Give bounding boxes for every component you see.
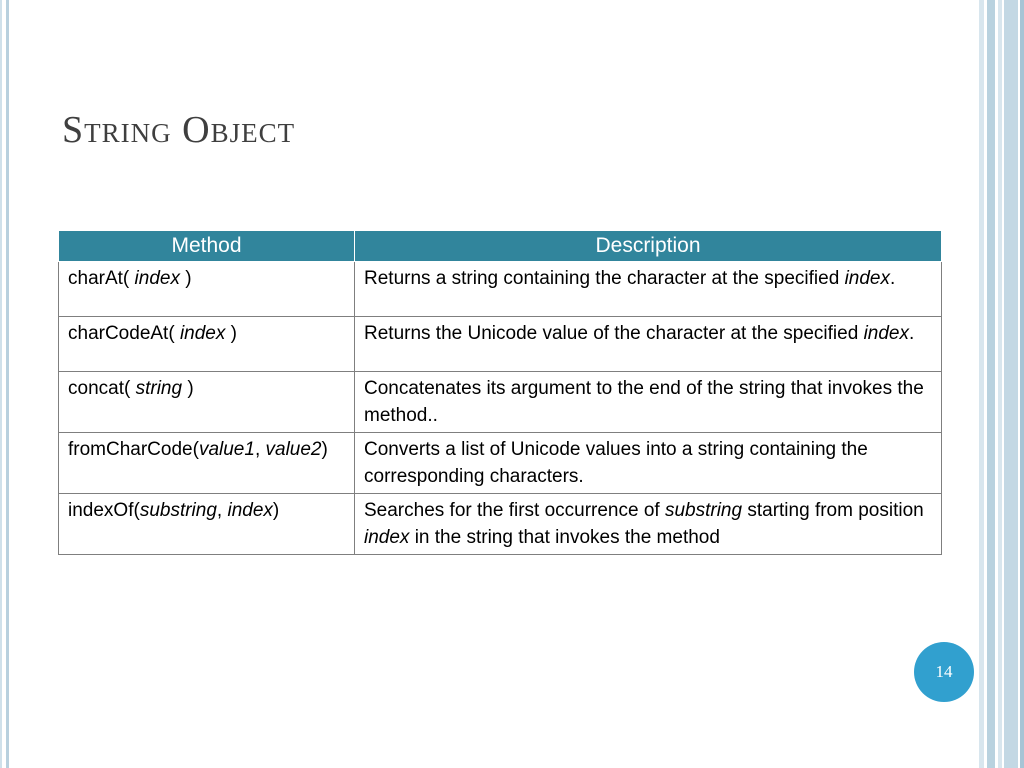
text-segment: indexOf(	[68, 500, 140, 521]
method-cell	[59, 494, 355, 555]
table-row	[59, 433, 942, 494]
column-header-description: Description	[355, 231, 942, 262]
italic-text-segment: index	[863, 323, 909, 344]
text-segment: ,	[254, 439, 266, 460]
table-header-row	[59, 231, 942, 262]
italic-text-segment: index	[227, 500, 273, 521]
text-segment: )	[225, 323, 237, 344]
italic-text-segment: substring	[664, 500, 743, 521]
text-segment: Searches for the first occurrence of	[364, 500, 665, 521]
text-segment: .	[909, 323, 915, 344]
text-segment: ,	[216, 500, 228, 521]
description-cell	[355, 262, 942, 317]
italic-text-segment: index	[134, 268, 180, 289]
text-segment: Concatenates its argument to the end of the string that invokes the method..	[364, 378, 924, 426]
methods-table	[58, 230, 942, 555]
italic-text-segment: substring	[139, 500, 217, 521]
right-decorative-stripe	[998, 0, 1002, 768]
text-segment: .	[889, 268, 896, 289]
text-segment: starting from position	[742, 500, 924, 521]
table-row	[59, 317, 942, 372]
left-border-line	[0, 0, 2, 768]
column-header-method: Method	[59, 231, 355, 262]
left-border-line	[6, 0, 9, 768]
slide-title: String Object	[62, 109, 296, 151]
page-number: 14	[935, 662, 953, 681]
right-decorative-stripe	[1004, 0, 1018, 768]
right-decorative-stripe	[987, 0, 995, 768]
text-segment: fromCharCode(	[68, 439, 199, 460]
text-segment: )	[272, 500, 280, 521]
text-segment: Returns a string containing the character at the specified	[364, 268, 845, 289]
description-cell	[355, 372, 942, 433]
page-number-badge	[914, 642, 974, 702]
text-segment: )	[182, 378, 194, 399]
text-segment: Returns the Unicode value of the character at the specified	[364, 323, 864, 344]
italic-text-segment: string	[135, 378, 183, 399]
italic-text-segment: value1	[198, 439, 255, 460]
text-segment: charCodeAt(	[68, 323, 180, 344]
text-segment: Converts a list of Unicode values into a string containing the corresponding characters.	[364, 439, 868, 487]
method-cell	[59, 433, 355, 494]
italic-text-segment: index	[364, 527, 410, 548]
table-row	[59, 372, 942, 433]
method-cell	[59, 372, 355, 433]
method-cell	[59, 262, 355, 317]
description-cell	[355, 317, 942, 372]
text-segment: in the string that invokes the method	[409, 527, 720, 548]
text-segment: )	[321, 439, 328, 460]
description-cell	[355, 494, 942, 555]
table-row	[59, 262, 942, 317]
text-segment: charAt(	[68, 268, 135, 289]
text-segment: concat(	[68, 378, 136, 399]
text-segment: )	[179, 268, 192, 289]
table-body	[59, 262, 942, 555]
description-cell	[355, 433, 942, 494]
table-row	[59, 494, 942, 555]
italic-text-segment: index	[844, 268, 890, 289]
italic-text-segment: index	[179, 323, 226, 344]
right-decorative-stripe	[979, 0, 984, 768]
method-cell	[59, 317, 355, 372]
italic-text-segment: value2	[265, 439, 322, 460]
right-decorative-stripe	[1020, 0, 1024, 768]
